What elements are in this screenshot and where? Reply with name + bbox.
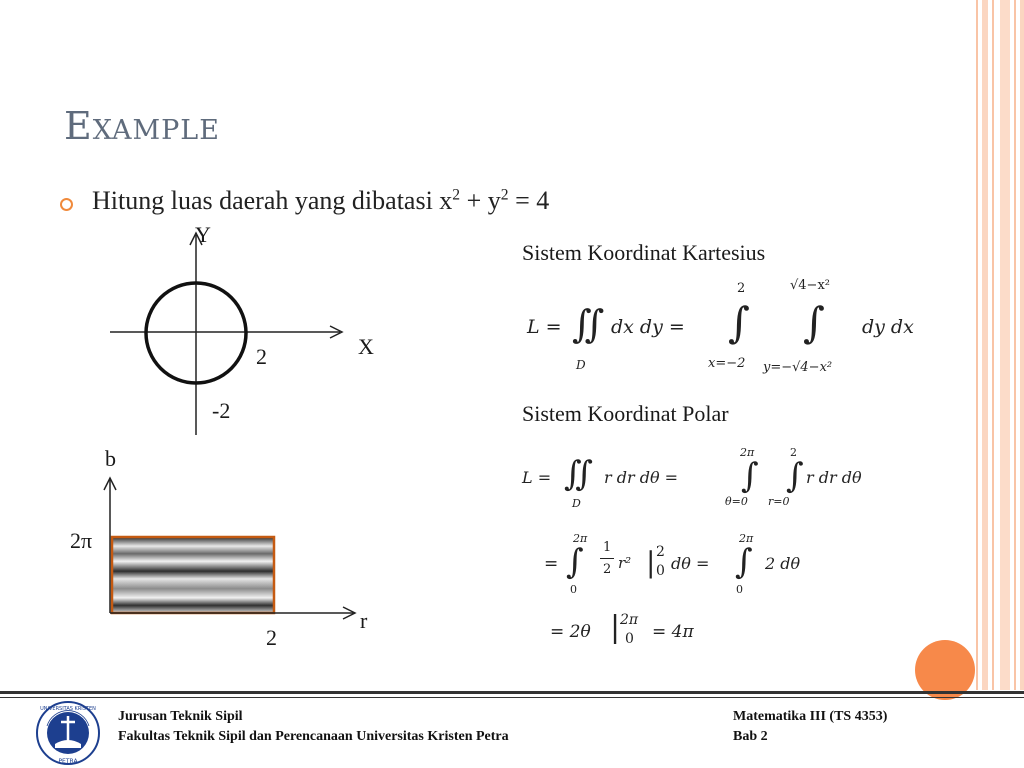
footer-course: Matematika III (TS 4353)	[733, 709, 888, 724]
integral-symbol: ∫	[786, 456, 804, 496]
polar-y-label: b	[105, 446, 116, 471]
footer-faculty: Fakultas Teknik Sipil dan Perencanaan Universitas Kristen Petra	[118, 729, 509, 744]
y-axis-label: Y	[195, 222, 211, 247]
tick-negative: -2	[212, 398, 231, 423]
integral-symbol: ∫	[803, 298, 825, 347]
integral-symbol: ∫	[735, 542, 753, 582]
footer-chapter: Bab 2	[733, 729, 768, 744]
footer-divider-thin	[0, 697, 1024, 698]
bullet-icon	[60, 198, 73, 211]
footer-dept: Jurusan Teknik Sipil	[118, 709, 243, 724]
polar-region-diagram	[95, 470, 365, 630]
double-integral-symbol: ∬	[564, 454, 593, 494]
fraction-bar	[600, 558, 614, 559]
double-integral-symbol: ∬	[572, 302, 605, 346]
integral-symbol: ∫	[728, 298, 750, 347]
integral-symbol: ∫	[566, 542, 584, 582]
footer-divider	[0, 691, 1024, 694]
evaluation-bar: |	[646, 546, 656, 579]
tick-positive: 2	[256, 344, 267, 369]
polar-y-tick: 2π	[70, 528, 93, 553]
x-axis-label: X	[358, 334, 374, 359]
integral-symbol: ∫	[741, 456, 759, 496]
svg-text:PETRA: PETRA	[58, 758, 78, 765]
polar-x-label: r	[360, 608, 368, 633]
evaluation-bar: |	[610, 610, 621, 645]
section-polar: Sistem Koordinat Polar	[522, 401, 729, 426]
polar-x-tick: 2	[266, 625, 277, 650]
section-cartesian: Sistem Koordinat Kartesius	[522, 240, 766, 265]
university-logo	[35, 700, 101, 766]
svg-text:UNIVERSITAS KRISTEN: UNIVERSITAS KRISTEN	[40, 706, 96, 712]
decorative-stripes	[976, 0, 1024, 690]
bullet-text: Hitung luas daerah yang dibatasi $x^2 + y^2 = 4$	[92, 186, 550, 215]
slide-title: Example	[64, 104, 220, 148]
